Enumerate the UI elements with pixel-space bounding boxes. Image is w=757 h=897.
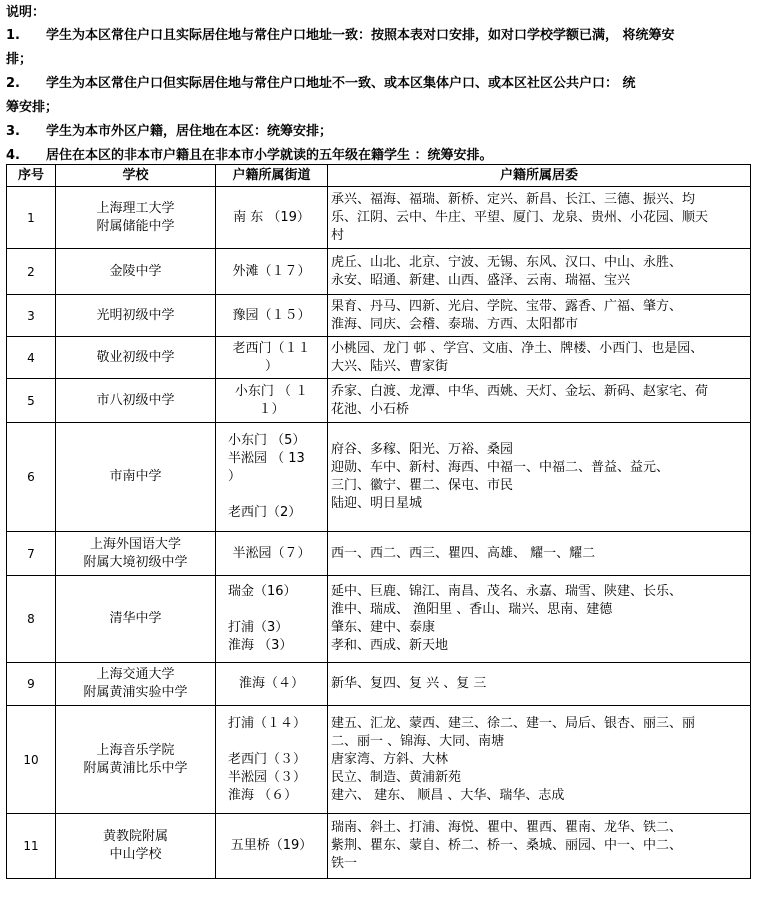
row-number: 6 (7, 423, 56, 532)
resident-committees: 府谷、多稼、阳光、万裕、桑园 迎勋、车中、新村、海西、中福一、中福二、普益、益元、 三门、徽宁、瞿二、保屯、市民 陆迎、明日星城 (328, 423, 751, 532)
street-name: 淮海（４） (216, 663, 328, 706)
note-item-1 (6, 24, 675, 43)
school-name: 市南中学 (56, 423, 216, 532)
note-item-2 (6, 72, 636, 91)
table-row (7, 249, 751, 295)
school-name: 光明初级中学 (56, 295, 216, 337)
header-number: 序号 (7, 165, 56, 187)
school-district-table (6, 164, 751, 879)
resident-committees: 建五、汇龙、蒙西、建三、徐二、建一、局后、银杏、丽三、丽 二、丽一 、锦海、大同、南塘 唐家湾、方斜、大林 民立、制造、黄浦新苑 建六、 建东、 顺昌 、大华、瑞华、志成 (328, 706, 751, 814)
note-number: 4. (6, 148, 20, 163)
note-number: 2. (6, 76, 20, 91)
resident-committees: 小桃园、龙门 邨 、学宫、文庙、净土、牌楼、小西门、也是园、 大兴、陆兴、曹家街 (328, 337, 751, 379)
row-number: 4 (7, 337, 56, 379)
note-text: 居住在本区的非本市户籍且在非本市小学就读的五年级在籍学生 ：统筹安排。 (46, 148, 493, 163)
header-residents: 户籍所属居委 (328, 165, 751, 187)
row-number: 10 (7, 706, 56, 814)
school-name: 上海外国语大学 附属大境初级中学 (56, 532, 216, 576)
table-row (7, 814, 751, 879)
table-row (7, 706, 751, 814)
school-name: 敬业初级中学 (56, 337, 216, 379)
row-number: 9 (7, 663, 56, 706)
table-row (7, 379, 751, 423)
note-text: 学生为本区常住户口但实际居住地与常住户口地址不一致、或本区集体户口、或本区社区公共户口： 统 (46, 76, 636, 91)
street-name: 半淞园（７） (216, 532, 328, 576)
school-name: 清华中学 (56, 576, 216, 663)
street-name: 小东门 （ １ １） (216, 379, 328, 423)
table-row (7, 532, 751, 576)
resident-committees: 新华、复四、复 兴 、复 三 (328, 663, 751, 706)
resident-committees: 延中、巨鹿、锦江、南昌、茂名、永嘉、瑞雪、陕建、长乐、 淮中、瑞成、 渔阳里 、香山、瑞兴、思南、建德 肇东、建中、泰康 孝和、西成、新天地 (328, 576, 751, 663)
row-number: 8 (7, 576, 56, 663)
resident-committees: 承兴、福海、福瑞、新桥、定兴、新昌、长江、三德、振兴、均 乐、江阴、云中、牛庄、平望、厦门、龙泉、贵州、小花园、顺天 村 (328, 187, 751, 249)
resident-committees: 瑞南、斜土、打浦、海悦、瞿中、瞿西、瞿南、龙华、铁二、 紫荆、瞿东、蒙自、桥二、桥一、桑城、丽园、中一、中二、 铁一 (328, 814, 751, 879)
note-text: 学生为本市外区户籍，居住地在本区：统筹安排； (46, 124, 333, 139)
table-row (7, 295, 751, 337)
note-number: 1. (6, 28, 20, 43)
table-row (7, 337, 751, 379)
school-name: 上海音乐学院 附属黄浦比乐中学 (56, 706, 216, 814)
street-name: 打浦（１４） 老西门（３） 半淞园（３） 淮海 （６） (216, 706, 328, 814)
school-name: 上海交通大学 附属黄浦实验中学 (56, 663, 216, 706)
street-name: 小东门 （5） 半淞园 （ 13 ） 老西门（2） (216, 423, 328, 532)
note-item-4 (6, 144, 493, 163)
resident-committees: 乔家、白渡、龙潭、中华、西姚、天灯、金坛、新码、赵家宅、荷 花池、小石桥 (328, 379, 751, 423)
school-name: 金陵中学 (56, 249, 216, 295)
resident-committees: 虎丘、山北、北京、宁波、无锡、东风、汉口、中山、永胜、 永安、昭通、新建、山西、盛泽、云南、瑞福、宝兴 (328, 249, 751, 295)
row-number: 7 (7, 532, 56, 576)
note-text: 学生为本区常住户口且实际居住地与常住户口地址一致：按照本表对口安排，如对口学校学额已满， 将统筹安 (46, 28, 675, 43)
header-school: 学校 (56, 165, 216, 187)
street-name: 南 东 （19） (216, 187, 328, 249)
table-row (7, 576, 751, 663)
street-name: 老西门（１１ ） (216, 337, 328, 379)
row-number: 5 (7, 379, 56, 423)
row-number: 3 (7, 295, 56, 337)
table-row (7, 187, 751, 249)
row-number: 2 (7, 249, 56, 295)
note-item-1-cont: 排； (6, 52, 33, 67)
table-row (7, 663, 751, 706)
school-name: 黄教院附属 中山学校 (56, 814, 216, 879)
resident-committees: 果育、丹马、四新、光启、学院、宝带、露香、广福、肇方、 淮海、同庆、会稽、泰瑞、方西、太阳都市 (328, 295, 751, 337)
row-number: 1 (7, 187, 56, 249)
table-header-row (7, 165, 751, 187)
school-name: 上海理工大学 附属储能中学 (56, 187, 216, 249)
school-name: 市八初级中学 (56, 379, 216, 423)
street-name: 五里桥（19） (216, 814, 328, 879)
row-number: 11 (7, 814, 56, 879)
note-item-2-cont: 筹安排； (6, 100, 59, 115)
note-number: 3. (6, 124, 20, 139)
resident-committees: 西一、西二、西三、瞿四、高雄、 耀一、耀二 (328, 532, 751, 576)
street-name: 外滩（１７） (216, 249, 328, 295)
street-name: 豫园（１５） (216, 295, 328, 337)
notes-heading: 说明： (6, 5, 46, 20)
note-item-3 (6, 120, 332, 139)
header-street: 户籍所属街道 (216, 165, 328, 187)
street-name: 瑞金（16） 打浦（3） 淮海 （3） (216, 576, 328, 663)
table-row (7, 423, 751, 532)
